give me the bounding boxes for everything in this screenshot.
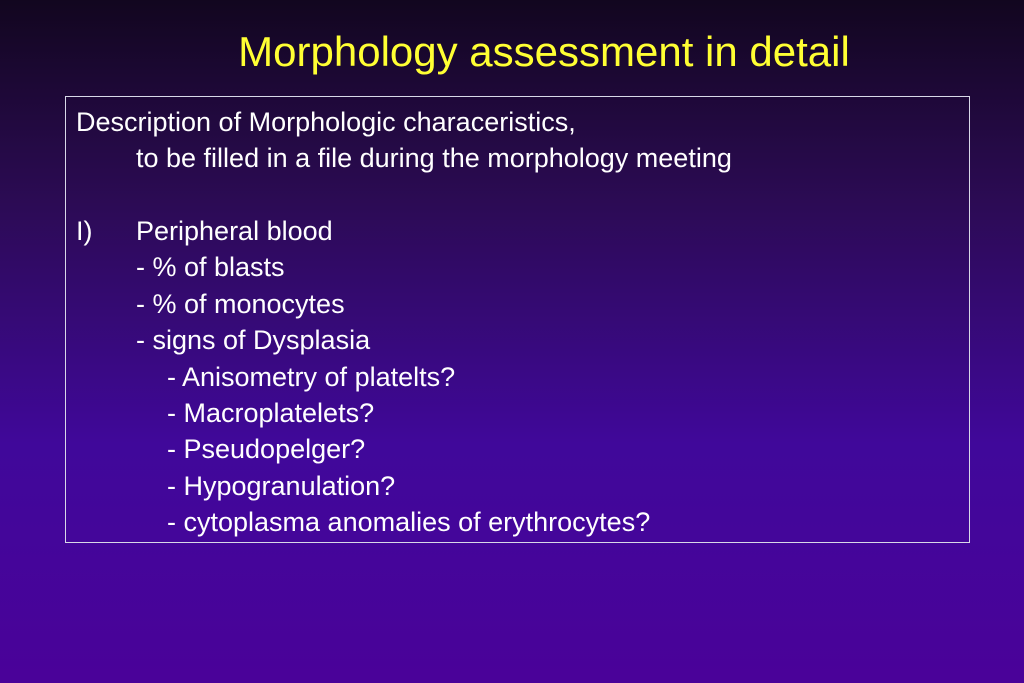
sub-list-item: - cytoplasma anomalies of erythrocytes? — [167, 507, 651, 537]
sub-list-item: - Pseudopelger? — [167, 434, 366, 464]
list-item: - signs of Dysplasia — [136, 325, 371, 355]
section-number: I) — [76, 216, 93, 246]
list-item: - % of blasts — [136, 252, 285, 282]
sub-list-item: - Hypogranulation? — [167, 471, 396, 501]
slide-title: Morphology assessment in detail — [238, 28, 850, 75]
sub-list-item: - Anisometry of platelts? — [167, 362, 456, 392]
list-item: - % of monocytes — [136, 289, 345, 319]
intro-line-1: Description of Morphologic characeristics, — [76, 107, 576, 137]
intro-line-2: to be filled in a file during the morphology meeting — [136, 143, 732, 173]
section-title: Peripheral blood — [136, 216, 333, 246]
sub-list-item: - Macroplatelets? — [167, 398, 375, 428]
